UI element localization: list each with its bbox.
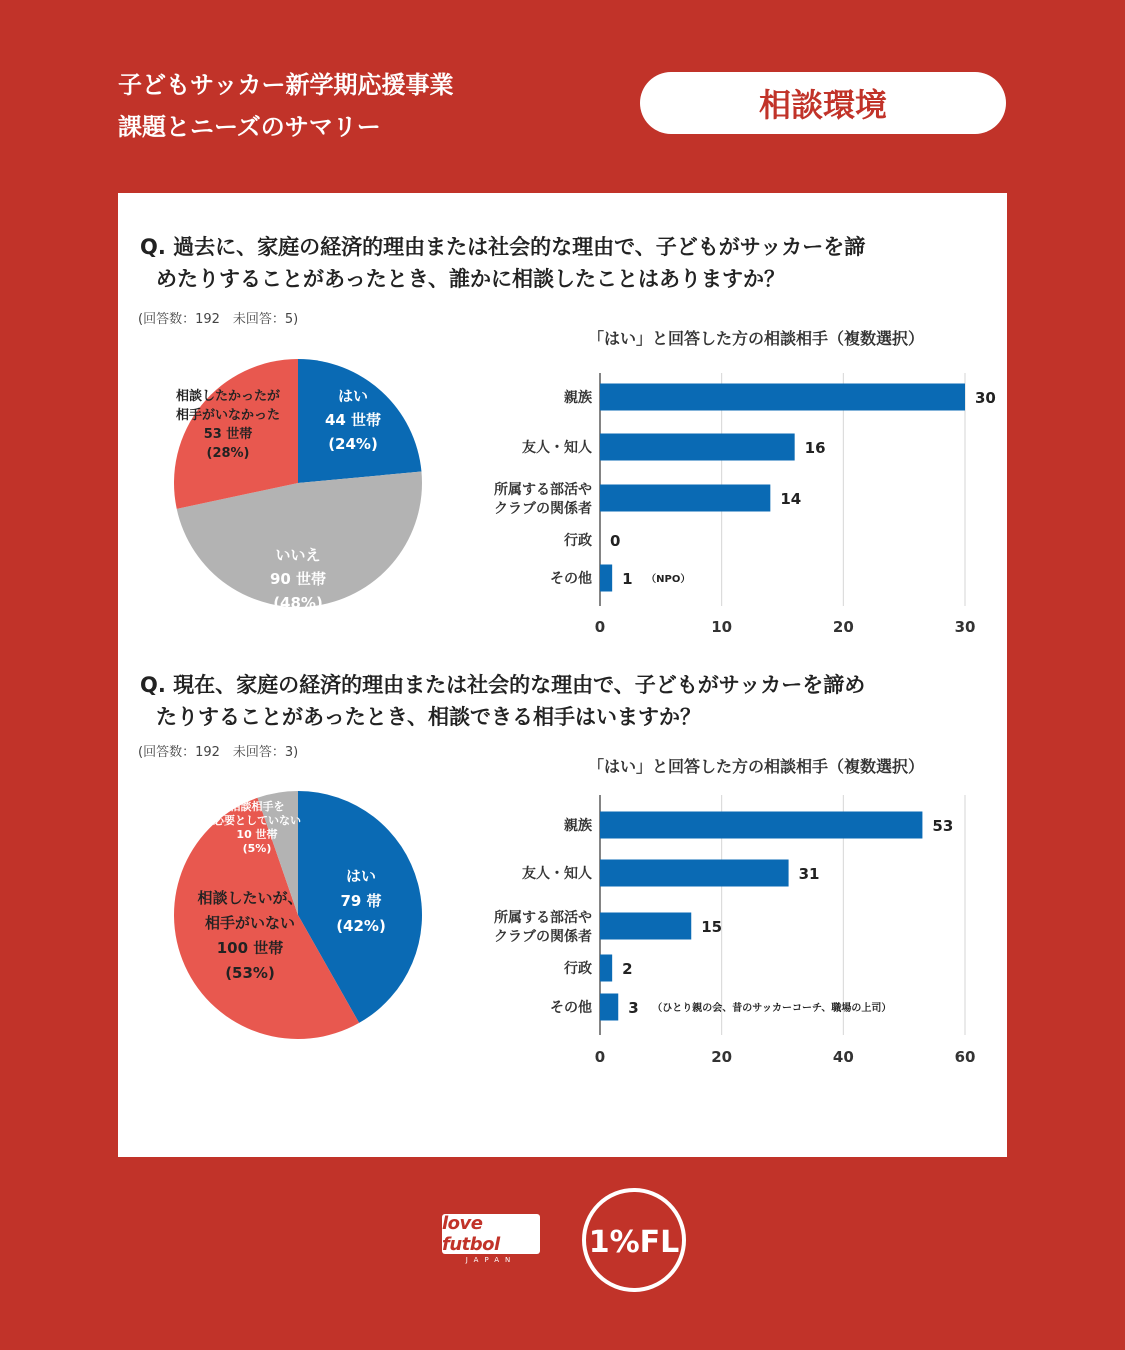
bar [600,812,922,839]
x-tick-label: 40 [832,1048,854,1066]
pie-chart-1 [168,353,428,613]
bar-value-label: 30 [975,389,996,407]
bar [600,994,618,1021]
bar-value-label: 15 [701,918,723,936]
question-1-line-1: Q. 過去に、家庭の経済的理由または社会的な理由で、子どもがサッカーを諦 [140,235,866,259]
bar [600,434,795,461]
category-label [522,865,592,882]
category-label-line: クラブの関係者 [494,929,592,945]
category-label [550,999,592,1016]
category-label [564,960,592,977]
pie-slice-label-line: (5%) [242,842,272,855]
category-label-line: 友人・知人 [522,866,592,882]
question-2-line-1: Q. 現在、家庭の経済的理由または社会的な理由で、子どもがサッカーを諦め [140,673,866,697]
category-label-line: 行政 [564,961,592,977]
pie-slice-label-line: いいえ [275,546,321,564]
pie-slice-label-line: 相手がいなかった [175,408,281,423]
pie-slice-label-line: 相談したかったが [175,389,281,404]
footer-logos [0,1180,1125,1290]
bar-value-label: 3 [628,999,639,1017]
bar-value-label: 1 [622,570,633,588]
bar [600,860,789,887]
bar-value-label: 14 [780,490,802,508]
bar [600,485,770,512]
x-tick-label: 0 [594,618,606,636]
bar-chart-1 [458,363,998,643]
pie-slice-label-line: (28%) [206,446,250,461]
bar [600,565,612,592]
pie-slice-label-line: 10 世帯 [236,828,278,841]
category-label [550,570,592,587]
category-label-line: 親族 [564,818,592,834]
pie-slice-label-line: 79 帯 [340,892,382,910]
pie-slice-label-line: はい [337,387,369,405]
header-title [118,64,454,148]
pie-slice-label-line: 90 世帯 [269,570,327,588]
category-label-line: クラブの関係者 [494,501,592,517]
x-tick-label: 10 [711,618,733,636]
bar-value-label: 31 [798,865,820,883]
question-1-line-2: めたりすることがあったとき、誰かに相談したことはありますか？ [156,267,785,291]
bar [600,955,612,982]
bar-note: （NPO） [646,574,691,585]
lovefutbol-logo: love futbol [442,1214,540,1254]
x-tick-label: 0 [594,1048,606,1066]
bar-note: （ひとり親の会、昔のサッカーコーチ、職場の上司） [652,1003,892,1014]
pie-slice-label-line: 100 世帯 [216,939,284,957]
category-label [494,481,592,517]
bar-chart-2 [458,791,998,1081]
response-count-1: (回答数：192 未回答：5) [138,312,299,327]
category-label-line: その他 [550,571,592,587]
bar-value-label: 16 [804,439,826,457]
pie-slice-label-line: (42%) [336,917,386,935]
pie-slice-label-line: (48%) [273,594,323,612]
lovefutbol-logo-sub: JAPAN [465,1256,517,1264]
pie-slice-label-line: はい [345,867,377,885]
pie-slice-label-line: 44 世帯 [324,411,382,429]
x-tick-label: 20 [711,1048,733,1066]
question-2-line-2: たりすることがあったとき、相談できる相手はいますか？ [156,705,701,729]
header-line-2: 課題とニーズのサマリー [118,113,381,141]
bar-value-label: 53 [932,817,954,835]
survey-card [118,193,1007,1157]
question-2 [140,669,1000,733]
pie-slice-label-line: 53 世帯 [203,427,253,442]
x-tick-label: 30 [954,618,976,636]
bar-chart-1-title: 「はい」と回答した方の相談相手（複数選択） [587,329,924,348]
bar [600,913,691,940]
bar-value-label: 0 [610,532,621,550]
category-label [564,817,592,834]
x-tick-label: 20 [832,618,854,636]
category-label [494,909,592,945]
header-line-1: 子どもサッカー新学期応援事業 [118,71,454,99]
one-percent-logo-text: 1%FL [588,1225,680,1260]
bar [600,384,965,411]
category-label [564,532,592,549]
category-label-line: その他 [550,1000,592,1016]
category-label-line: 所属する部活や [494,482,592,498]
category-label-line: 行政 [564,533,592,549]
pie-slice-label-line: (24%) [328,435,378,453]
question-1 [140,231,1000,295]
x-tick-label: 60 [954,1048,976,1066]
pie-chart-2 [168,785,428,1045]
category-label-line: 所属する部活や [494,910,592,926]
pie-slice-label-line: 相談相手を [229,800,285,813]
pie-slice-label-line: 必要としていない [213,814,301,827]
bar-chart-2-title: 「はい」と回答した方の相談相手（複数選択） [587,757,924,776]
response-count-2: (回答数：192 未回答：3) [138,745,299,760]
category-label [522,439,592,456]
one-percent-logo [580,1186,688,1294]
pie-slice-label-line: 相手がいない [204,914,296,932]
pie-slice-label [270,546,326,612]
pie-slice-label-line: (53%) [225,964,275,982]
bar-value-label: 2 [622,960,633,978]
category-label [564,389,592,406]
category-label-line: 親族 [564,390,592,406]
category-label-line: 友人・知人 [522,440,592,456]
pie-slice-label-line: 相談したいが、 [197,889,303,907]
topic-badge: 相談環境 [640,72,1006,134]
